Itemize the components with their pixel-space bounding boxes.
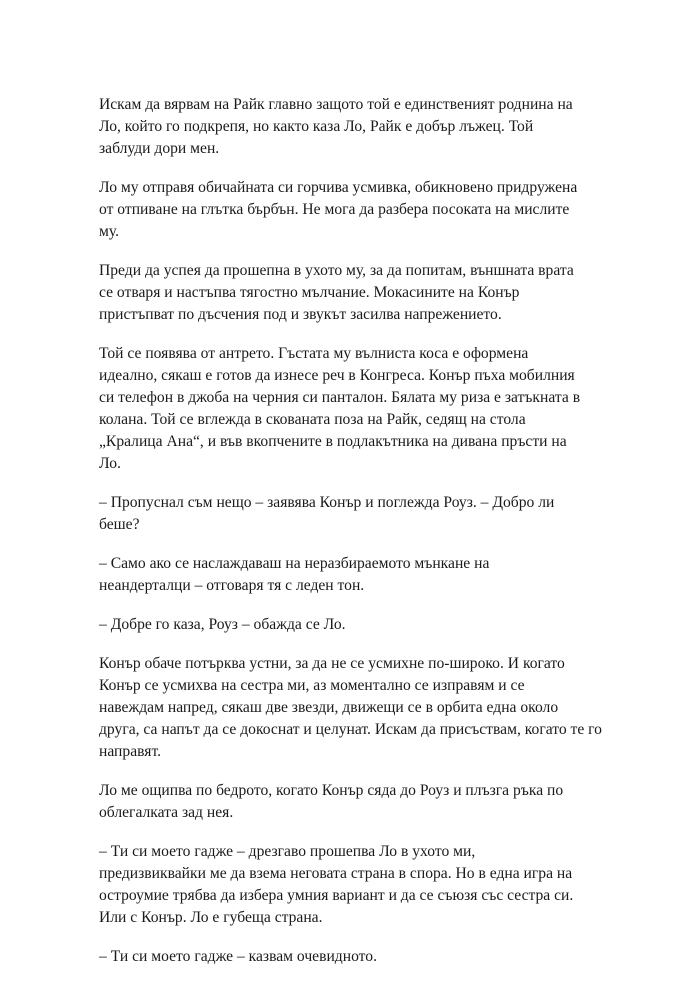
- paragraph-1: [99, 94, 619, 160]
- text-line: „Кралица Ана“, и във вкопчените в подлакътника на дивана пръсти на: [99, 433, 567, 450]
- paragraph-6: [99, 553, 619, 597]
- paragraph-2: [99, 177, 619, 243]
- text-line: – Пропуснал съм нещо – заявява Конър и поглежда Роуз. – Добро ли: [99, 494, 555, 511]
- paragraph-7: [99, 614, 619, 636]
- text-line: Ло.: [99, 455, 121, 472]
- text-line: неандерталци – отговаря тя с леден тон.: [99, 577, 365, 594]
- text-line: пристъпват по дъсчения под и звукът засилва напрежението.: [99, 306, 502, 323]
- text-line: Ло, който го подкрепя, но както каза Ло, Райк е добър лъжец. Той: [99, 118, 534, 135]
- text-line: – Само ако се наслаждаваш на неразбираемото мънкане на: [99, 555, 490, 572]
- text-line: предизвиквайки ме да взема неговата страна в спора. Но в една игра на: [99, 865, 573, 882]
- text-line: Или с Конър. Ло е губеща страна.: [99, 909, 323, 926]
- text-line: заблуди дори мен.: [99, 140, 220, 157]
- text-line: си телефон в джоба на черния си панталон. Бялата му риза е затъкната в: [99, 389, 581, 406]
- text-line: се отваря и настъпва тягостно мълчание. Мокасините на Конър: [99, 284, 520, 301]
- text-line: от отпиване на глътка бърбън. Не мога да разбера посоката на мислите: [99, 201, 570, 218]
- text-line: – Ти си моето гадже – дрезгаво прошепва Ло в ухото ми,: [99, 843, 476, 860]
- document-page: [99, 94, 619, 985]
- text-line: колана. Той се вглежда в скованата поза на Райк, седящ на стола: [99, 411, 526, 428]
- text-line: Ло ме ощипва по бедрото, когато Конър сяда до Роуз и плъзга ръка по: [99, 782, 564, 799]
- text-line: навеждам напред, сякаш две звезди, движещи се в орбита една около: [99, 699, 559, 716]
- paragraph-10: [99, 841, 619, 929]
- text-line: Конър се усмихва на сестра ми, аз моментално се изправям и се: [99, 677, 525, 694]
- text-line: Конър обаче потърква устни, за да не се усмихне по-широко. И когато: [99, 655, 565, 672]
- paragraph-4: [99, 343, 619, 475]
- text-line: направят.: [99, 743, 161, 760]
- text-line: Ло му отправя обичайната си горчива усмивка, обикновено придружена: [99, 179, 578, 196]
- paragraph-5: [99, 492, 619, 536]
- text-line: остроумие трябва да избера умния вариант и да се съюзя със сестра си.: [99, 887, 574, 904]
- text-line: му.: [99, 223, 120, 240]
- text-line: идеално, сякаш е готов да изнесе реч в Конгреса. Конър пъха мобилния: [99, 367, 575, 384]
- paragraph-8: [99, 653, 619, 763]
- text-line: друга, са напът да се докоснат и целунат. Искам да присъствам, когато те го: [99, 721, 602, 738]
- text-line: – Добре го каза, Роуз – обажда се Ло.: [99, 616, 346, 633]
- text-line: Той се появява от антрето. Гъстата му вълниста коса е оформена: [99, 345, 529, 362]
- paragraph-11: [99, 946, 619, 968]
- text-line: Искам да вярвам на Райк главно защото той е единственият роднина на: [99, 96, 573, 113]
- text-line: Преди да успея да прошепна в ухото му, за да попитам, външната врата: [99, 262, 574, 279]
- text-line: – Ти си моето гадже – казвам очевидното.: [99, 948, 377, 965]
- paragraph-9: [99, 780, 619, 824]
- text-line: облегалката зад нея.: [99, 804, 234, 821]
- text-line: беше?: [99, 516, 140, 533]
- paragraph-3: [99, 260, 619, 326]
